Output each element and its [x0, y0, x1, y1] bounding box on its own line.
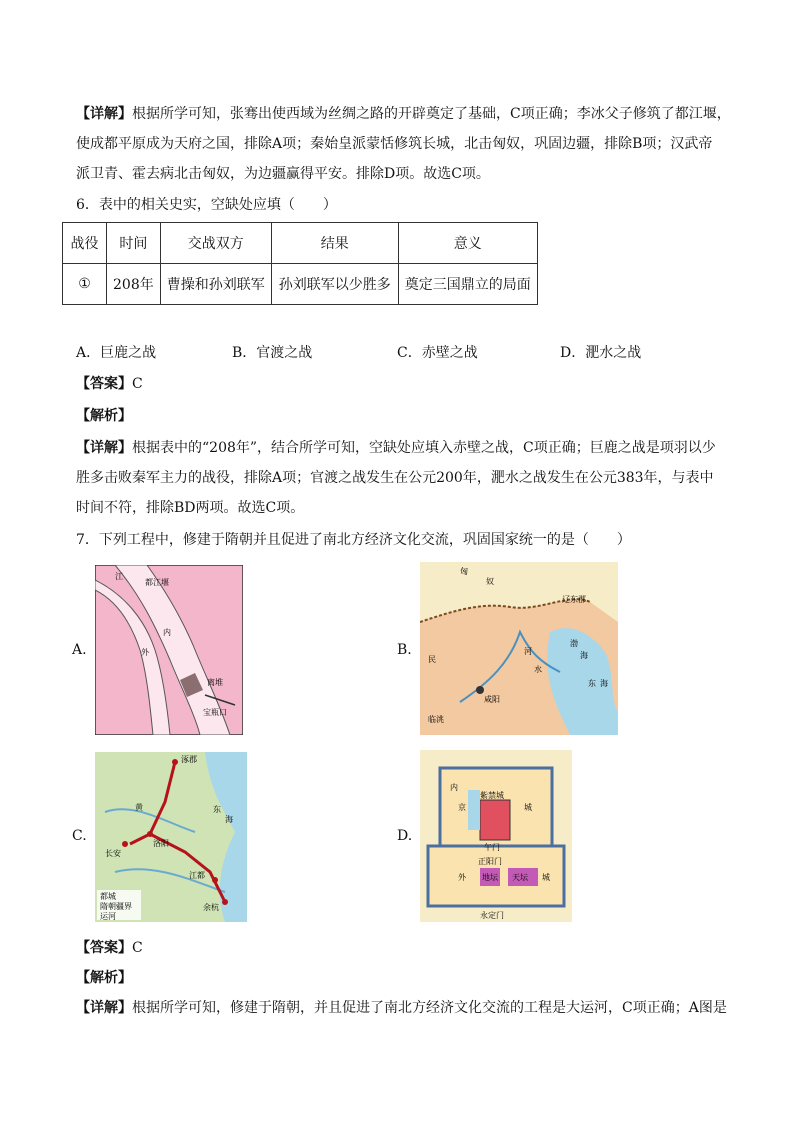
table-cell: 208年 — [107, 264, 161, 305]
q7-answer — [76, 938, 143, 958]
dujiangyan-map — [95, 565, 243, 735]
map-b-label: 奴 — [486, 577, 494, 586]
map-c-legend: 隋朝疆界 — [100, 902, 132, 911]
map-b-label: 渤 — [570, 639, 578, 648]
header-cell: 结果 — [271, 223, 398, 264]
answer-value: C — [132, 376, 143, 392]
q6-answer — [76, 374, 143, 394]
map-a-label: 内 — [163, 628, 171, 637]
map-a-label: 都江堰 — [145, 578, 169, 587]
map-d-label: 外 — [458, 873, 466, 882]
q6-detail-line3: 时间不符，排除BD两项。故选C项。 — [76, 500, 305, 516]
map-d-label: 午门 — [484, 843, 500, 852]
map-c-label: 长安 — [105, 849, 121, 858]
map-d-label: 永定门 — [480, 911, 504, 920]
option-a: A．巨鹿之战 — [76, 345, 157, 361]
beijing-map — [420, 750, 572, 922]
map-b-label: 匈 — [460, 567, 468, 576]
map-a-label: 离堆 — [207, 678, 223, 687]
image-label-d: D. — [397, 828, 413, 844]
image-label-a: A. — [72, 642, 87, 658]
q5-detail-text1: 根据所学可知，张骞出使西域为丝绸之路的开辟奠定了基础，C项正确；李冰父子修筑了都江堰， — [132, 106, 731, 122]
q5-detail-line2: 使成都平原成为天府之国，排除A项；秦始皇派蒙恬修筑长城，北击匈奴，巩固边疆，排除B项；汉武帝 — [76, 136, 713, 152]
map-c-legend: 都城 — [100, 892, 116, 901]
map-c-label: 黄 — [135, 803, 143, 812]
map-c-label: 涿郡 — [181, 755, 197, 764]
map-b-label: 东 — [588, 679, 596, 688]
map-d-label: 京 — [458, 803, 466, 812]
table-row — [63, 264, 538, 305]
map-a-label: 宝瓶口 — [203, 708, 227, 717]
q7-analysis-tag: 【解析】 — [76, 970, 132, 986]
q6-detail-line1 — [76, 438, 716, 458]
q7-detail-text1: 根据所学可知，修建于隋朝，并且促进了南北方经济文化交流的工程是大运河，C项正确；A图是 — [132, 1000, 727, 1016]
answer-tag: 【答案】 — [76, 940, 132, 956]
q7-stem: 7．下列工程中，修建于隋朝并且促进了南北方经济文化交流，巩固国家统一的是（ ） — [76, 532, 631, 548]
detail-tag: 【详解】 — [76, 1000, 132, 1016]
map-d-label: 内 — [450, 783, 458, 792]
table-cell: 奠定三国鼎立的局面 — [398, 264, 537, 305]
map-b-label: 海 — [580, 651, 588, 660]
header-cell: 交战双方 — [160, 223, 271, 264]
map-c-label: 海 — [225, 815, 233, 824]
map-c-label: 东 — [213, 805, 221, 814]
answer-value: C — [132, 940, 143, 956]
map-d-label: 紫禁城 — [480, 791, 504, 800]
q7-detail-line1 — [76, 998, 727, 1018]
map-b-label: 水 — [534, 665, 542, 674]
map-d-label: 城 — [524, 803, 532, 812]
header-cell: 战役 — [63, 223, 107, 264]
table-header-row — [63, 223, 538, 264]
history-table — [62, 222, 538, 305]
answer-tag: 【答案】 — [76, 376, 132, 392]
q5-detail-line1 — [76, 104, 731, 124]
map-c-label: 江都 — [189, 871, 205, 880]
map-b-label: 临洮 — [428, 715, 444, 724]
detail-tag: 【详解】 — [76, 106, 132, 122]
map-b-label: 河 — [524, 647, 532, 656]
q6-detail-line2: 胜多击败秦军主力的战役，排除A项；官渡之战发生在公元200年，淝水之战发生在公元383年，与表中 — [76, 470, 714, 486]
table-cell: 曹操和孙刘联军 — [160, 264, 271, 305]
map-d-label: 正阳门 — [478, 857, 502, 866]
map-b-label: 民 — [428, 655, 436, 664]
header-cell: 时间 — [107, 223, 161, 264]
option-c: C．赤壁之战 — [397, 345, 478, 361]
image-label-b: B. — [397, 642, 412, 658]
map-d-label: 地坛 — [482, 873, 498, 882]
map-b-label: 海 — [600, 679, 608, 688]
map-d-label: 城 — [542, 873, 550, 882]
map-a-label: 外 — [141, 648, 149, 657]
option-d: D．淝水之战 — [560, 345, 642, 361]
great-wall-map — [420, 562, 618, 735]
map-c-legend: 运河 — [100, 912, 116, 921]
q6-detail-text1: 根据表中的“208年”，结合所学可知，空缺处应填入赤壁之战，C项正确；巨鹿之战是项羽以少 — [132, 440, 716, 456]
grand-canal-map — [95, 752, 247, 922]
detail-tag: 【详解】 — [76, 440, 132, 456]
q6-stem: 6．表中的相关史实，空缺处应填（ ） — [76, 197, 337, 213]
map-c-label: 余杭 — [203, 903, 219, 912]
map-d-label: 天坛 — [512, 873, 528, 882]
map-b-label: 辽东郡 — [562, 595, 586, 604]
map-c-label: 洛阳 — [153, 839, 169, 848]
map-a-label: 江 — [115, 572, 123, 581]
table-cell: 孙刘联军以少胜多 — [271, 264, 398, 305]
table-cell: ① — [63, 264, 107, 305]
header-cell: 意义 — [398, 223, 537, 264]
image-label-c: C. — [72, 828, 87, 844]
q5-detail-line3: 派卫青、霍去病北击匈奴，为边疆赢得平安。排除D项。故选C项。 — [76, 166, 490, 182]
option-b: B．官渡之战 — [232, 345, 313, 361]
q6-analysis-tag: 【解析】 — [76, 408, 132, 424]
map-b-label: 咸阳 — [484, 695, 500, 704]
